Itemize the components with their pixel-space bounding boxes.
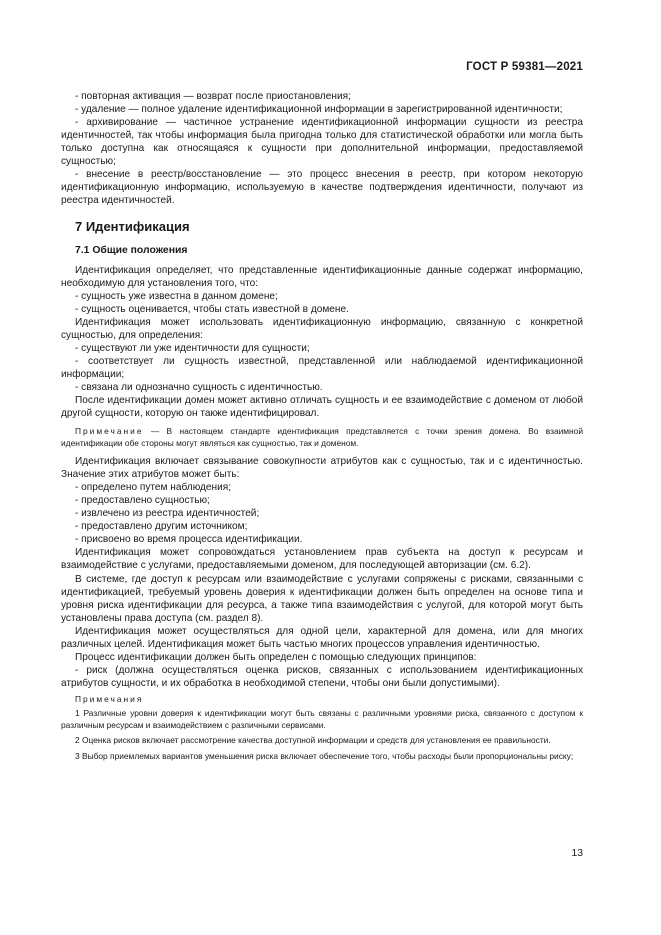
- list-item: - сущность уже известна в данном домене;: [75, 290, 278, 302]
- paragraph: Идентификация может сопровождаться установлением прав субъекта на доступ к ресурсам и взаимодействие с услугами, предоставляемыми доменом, для последующей авторизации (см. 6.2).: [61, 547, 583, 572]
- document-code: ГОСТ Р 59381—2021: [466, 61, 583, 73]
- paragraph: Идентификация включает связывание совокупности атрибутов как с сущностью, так и с идентичностью. Значение этих атрибутов может быть:: [61, 456, 583, 481]
- list-item: - существуют ли уже идентичности для сущности;: [75, 342, 310, 354]
- list-item: - повторная активация — возврат после приостановления;: [75, 91, 351, 102]
- page-number: 13: [571, 848, 583, 859]
- list-item: - определено путем наблюдения;: [75, 482, 232, 494]
- list-item: - внесение в реестр/восстановление — это процесс внесения в реестр, при котором некоторую идентификационную информацию, используемую в качестве подтверждения идентичности, получают из реестра идентичностей.: [61, 169, 583, 207]
- paragraph: Идентификация может использовать идентификационную информацию, связанную с конкретной сущностью, для определения:: [61, 316, 583, 341]
- list-item: - архивирование — частичное устранение идентификационной информации сущности из реестра идентичностей, так чтобы информация была пригодна только для статистической обработки или могла быть только доступна как относящаяся к сущности при дополнительной информации, предоставляемой сущностью;: [61, 117, 583, 168]
- page-content: [61, 90, 583, 766]
- paragraph: После идентификации домен может активно отличать сущность и ее взаимодействие с доменом от любой другой сущности, которую он также идентифицировал.: [61, 394, 583, 420]
- note-item: 1 Различные уровни доверия к идентификации могут быть связаны с различными уровнями риска, связанного с доступом к различным ресурсам и взаимодействием с различными сервисами.: [61, 708, 583, 730]
- subsection-title: 7.1 Общие положения: [75, 245, 188, 257]
- notes-label: Примечания: [75, 693, 144, 704]
- note-item: 3 Выбор приемлемых вариантов уменьшения риска включает обеспечение того, чтобы расходы были пропорциональны риску;: [75, 750, 574, 761]
- list-item: - извлечено из реестра идентичностей;: [75, 508, 260, 520]
- note: [61, 426, 583, 449]
- section-title: 7 Идентификация: [75, 219, 190, 235]
- list-item: - риск (должна осуществляться оценка рисков, связанных с использованием идентификационных атрибутов сущности, и их обработка в необходимой степени, чтобы они были допустимыми).: [61, 664, 583, 689]
- list-item: - удаление — полное удаление идентификационной информации в зарегистрированной идентичности;: [75, 104, 563, 116]
- list-item: - соответствует ли сущность известной, представленной или наблюдаемой идентификационной информации;: [61, 355, 583, 380]
- list-item: - сущность оценивается, чтобы стать известной в домене.: [75, 303, 349, 315]
- note-text: — В настоящем стандарте идентификация представляется с точки зрения домена. Во взаимной идентификации обе стороны могут являться как сущностью, так и доменом.: [61, 426, 583, 448]
- list-item: - предоставлено сущностью;: [75, 495, 210, 507]
- paragraph: Идентификация может осуществляться для одной цели, характерной для домена, или для многих различных целей. Идентификация может быть частью многих процессов управления идентичностью.: [61, 625, 583, 650]
- paragraph: Идентификация определяет, что представленные идентификационные данные содержат информацию, необходимую для установления того, что:: [61, 264, 583, 289]
- note-label: Примечание: [75, 426, 144, 437]
- note-item: 2 Оценка рисков включает рассмотрение качества доступной информации и средств для установления ее правильности.: [75, 735, 551, 746]
- list-item: - предоставлено другим источником;: [75, 521, 248, 533]
- document-page: [61, 0, 583, 935]
- paragraph: Процесс идентификации должен быть определен с помощью следующих принципов:: [75, 651, 477, 663]
- list-item: - связана ли однозначно сущность с идентичностью.: [75, 381, 323, 393]
- list-item: - присвоено во время процесса идентификации.: [75, 534, 303, 546]
- paragraph: В системе, где доступ к ресурсам или взаимодействие с услугами сопряжены с рисками, связанными с идентификацией, требуемый уровень доверия к идентификации должен быть определен на основе типа и уровня риска идентификации для ресурса, а также типа взаимодействия с услугой, для которой могут быть установлены права доступа (см. раздел 8).: [61, 573, 583, 624]
